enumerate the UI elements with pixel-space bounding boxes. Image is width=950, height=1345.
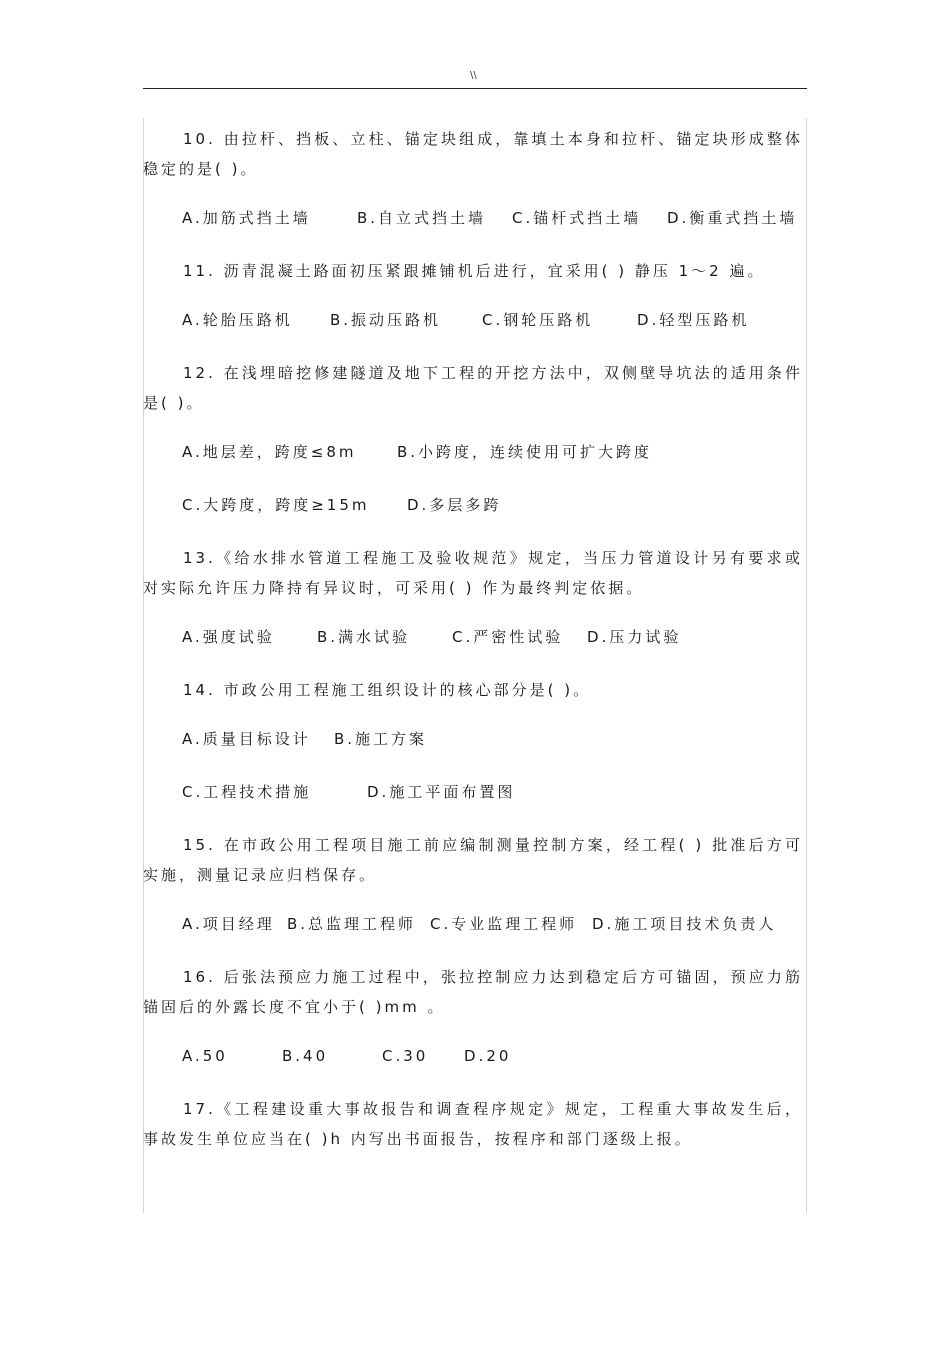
option-row (182, 724, 803, 754)
option-row (182, 622, 803, 652)
answer-option: D.多层多跨 (407, 496, 502, 514)
answer-option: A.50 (182, 1047, 228, 1065)
answer-option: B.自立式挡土墙 (357, 209, 487, 227)
header-rule (143, 88, 807, 89)
answer-option: C.锚杆式挡土墙 (512, 209, 642, 227)
question-text: 13.《给水排水管道工程施工及验收规范》规定，当压力管道设计另有要求或对实际允许压力降持有异议时，可采用( ) 作为最终判定依据。 (143, 549, 803, 597)
question-text: 17.《工程建设重大事故报告和调查程序规定》规定，工程重大事故发生后，事故发生单位应当在( )h 内写出书面报告，按程序和部门逐级上报。 (143, 1100, 803, 1148)
option-row (182, 909, 803, 939)
answer-option: A.强度试验 (182, 628, 275, 646)
answer-option: A.加筋式挡土墙 (182, 209, 311, 227)
option-row (182, 437, 803, 467)
question-text: 12. 在浅埋暗挖修建隧道及地下工程的开挖方法中，双侧壁导坑法的适用条件是( )。 (143, 364, 803, 412)
answer-option: B.满水试验 (317, 628, 411, 646)
question-text: 14. 市政公用工程施工组织设计的核心部分是( )。 (183, 681, 592, 699)
question-text: 11. 沥青混凝土路面初压紧跟摊铺机后进行，宜采用( ) 静压 1～2 遍。 (183, 262, 766, 280)
answer-option: A.质量目标设计 (182, 730, 311, 748)
option-row (182, 490, 803, 520)
option-row (182, 777, 803, 807)
answer-option: A.地层差，跨度≤8m (182, 443, 357, 461)
option-row (182, 305, 803, 335)
option-row (182, 203, 803, 233)
answer-option: B.40 (282, 1047, 329, 1065)
question-text: 15. 在市政公用工程项目施工前应编制测量控制方案，经工程( ) 批准后方可实施，测量记录应归档保存。 (143, 836, 803, 884)
answer-option: B.施工方案 (334, 730, 428, 748)
answer-option: C.严密性试验 (452, 628, 564, 646)
answer-option: C.钢轮压路机 (482, 311, 594, 329)
answer-option: D.衡重式挡土墙 (667, 209, 798, 227)
header-mark: \\ (470, 70, 477, 81)
answer-option: D.轻型压路机 (637, 311, 750, 329)
answer-option: C.工程技术措施 (182, 783, 312, 801)
answer-option: A.轮胎压路机 (182, 311, 293, 329)
question-text: 10. 由拉杆、挡板、立柱、锚定块组成，靠填土本身和拉杆、锚定块形成整体稳定的是( )。 (143, 130, 803, 178)
question-text: 16. 后张法预应力施工过程中，张拉控制应力达到稳定后方可锚固，预应力筋锚固后的外露长度不宜小于( )mm 。 (143, 968, 803, 1016)
answer-option: D.施工平面布置图 (367, 783, 516, 801)
answer-option: B.小跨度，连续使用可扩大跨度 (397, 443, 653, 461)
answer-option: C.专业监理工程师 (430, 915, 578, 933)
answer-option: C.大跨度，跨度≥15m (182, 496, 370, 514)
option-row (182, 1041, 803, 1071)
right-frame-line (806, 118, 807, 1213)
answer-option: B.振动压路机 (330, 311, 442, 329)
answer-option: D.20 (464, 1047, 512, 1065)
answer-option: C.30 (382, 1047, 429, 1065)
answer-option: B.总监理工程师 (287, 915, 417, 933)
answer-option: D.施工项目技术负责人 (592, 915, 777, 933)
question-list (143, 124, 803, 1173)
answer-option: A.项目经理 (182, 915, 275, 933)
answer-option: D.压力试验 (587, 628, 682, 646)
